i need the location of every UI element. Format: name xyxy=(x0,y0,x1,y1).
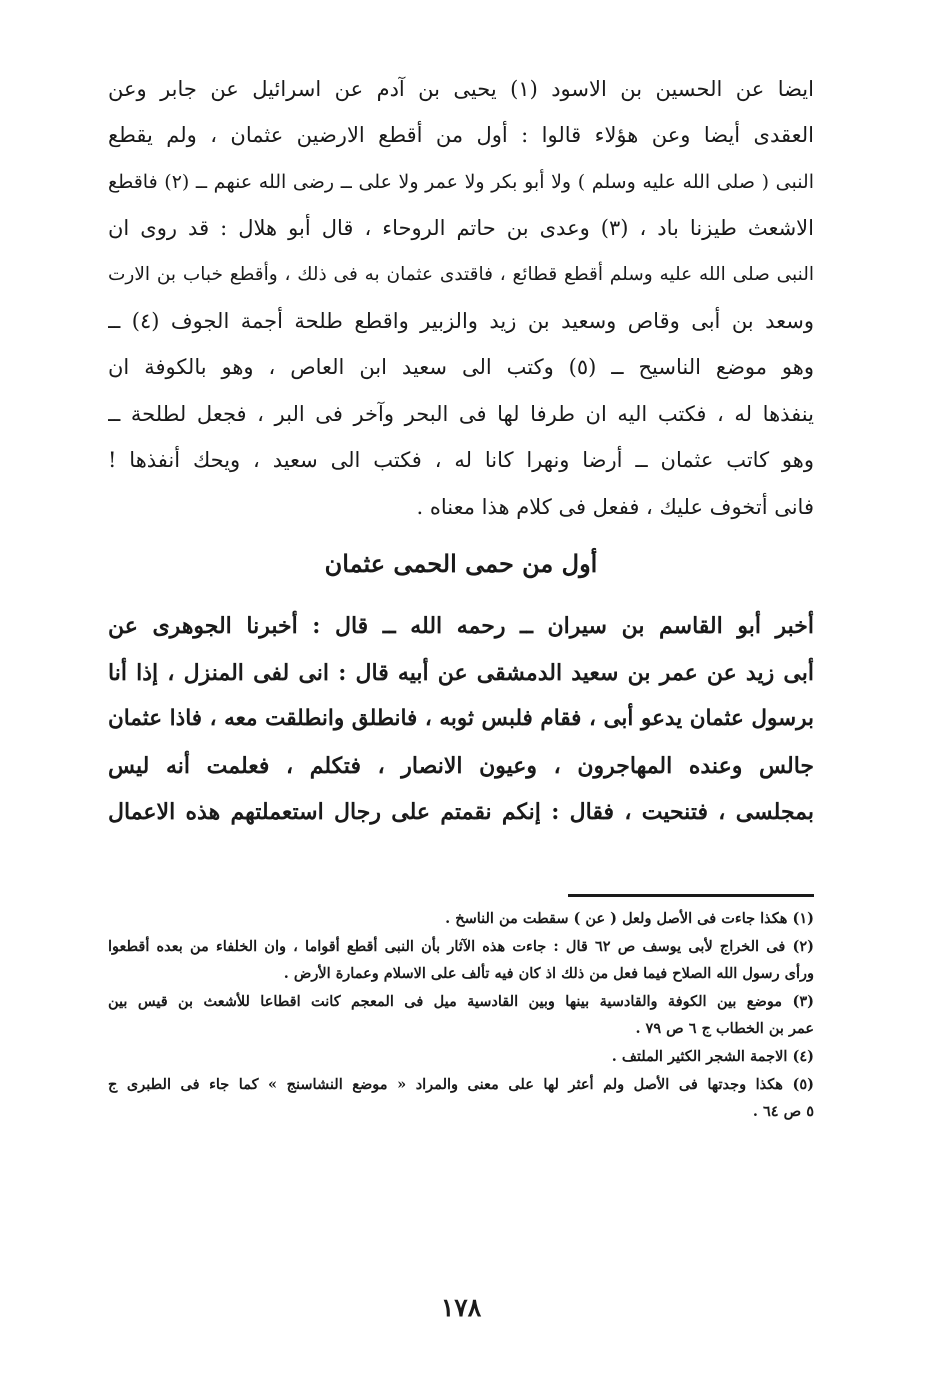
paragraph-line: ايضا عن الحسين بن الاسود (١) يحيى بن آدم عن اسرائيل عن جابر وعن xyxy=(108,77,814,101)
paragraph-line: النبى صلى الله عليه وسلم أقطع قطائع ، فاقتدى عثمان به فى ذلك ، وأقطع خباب بن الارت xyxy=(108,263,814,285)
paragraph-line: العقدى أيضا وعن هؤلاء قالوا : أول من أقطع الارضين عثمان ، ولم يقطع xyxy=(108,123,814,148)
paragraph-line: وهو كاتب عثمان ــ أرضا ونهرا كانا له ، فكتب الى سعيد ، ويحك أنفذها ! xyxy=(108,448,814,473)
paragraph-line: بمجلسى ، فتنحيت ، فقال : إنكم نقمتم على رجال استعملتهم هذه الاعمال xyxy=(108,799,814,825)
footnote-4: (٤) الاجمة الشجر الكثير الملتف . xyxy=(611,1047,814,1065)
paragraph-line: ينفذها له ، فكتب اليه ان طرفا لها فى البحر وآخر فى البر ، فجعل لطلحة ــ xyxy=(108,401,814,426)
paragraph-line: برسول عثمان يدعو أبى ، فقام فلبس ثوبه ، فانطلق وانطلقت معه ، فاذا عثمان xyxy=(108,706,814,731)
paragraph-line: جالس وعنده المهاجرون ، وعيون الانصار ، فتكلم ، فعلمت أنه ليس xyxy=(108,752,814,779)
page-number: ١٧٨ xyxy=(440,1293,482,1322)
footnote-5: (٥) هكذا وجدتها فى الأصل ولم أعثر لها على معنى والمراد « موضع النشاسنج » كما جاء فى الطبرى ج xyxy=(108,1075,814,1093)
footnote-1: (١) هكذا جاءت فى الأصل ولعل ( عن ) سقطت من الناسخ . xyxy=(445,910,814,927)
footnotes xyxy=(108,905,814,1126)
footnote-3: (٣) موضع بين الكوفة والقادسية بينها وبين القادسية ميل فى المعجم كانت اقطاعا للأشعث بن قيس بين xyxy=(108,992,814,1010)
paragraph-line: النبى ( صلى الله عليه وسلم ) ولا أبو بكر ولا عمر ولا على ــ رضى الله عنهم ــ (٢) فاقطع xyxy=(108,170,814,193)
paragraph-line: أبى زيد عن عمر بن سعيد الدمشقى عن أبيه قال : انى لفى المنزل ، إذا أنا xyxy=(108,659,814,686)
paragraph-line: أخبر أبو القاسم بن سيران ــ رحمه الله ــ قال : أخبرنا الجوهرى عن xyxy=(108,613,814,639)
footnote-2-continuation: ورأى رسول الله الصلاح فيما فعل من ذلك اذ كان فيه تألف على الاسلام وعمارة الأرض . xyxy=(283,965,814,983)
paragraph-line: الاشعث طيزنا باد ، (٣) وعدى بن حاتم الروحاء ، قال أبو هلال : قد روى ان xyxy=(108,216,814,241)
paragraph-line: وسعد بن أبى وقاص وسعيد بن زيد والزبير واقطع طلحة أجمة الجوف (٤) ــ xyxy=(108,309,814,334)
footnote-2: (٢) فى الخراج لأبى يوسف ص ٦٢ قال : جاءت هذه الآثار بأن النبى أقطع أقواما ، وان الخلفاء من بعده أقطعوا xyxy=(108,937,814,955)
body-paragraph-1 xyxy=(108,66,814,530)
body-paragraph-2 xyxy=(108,603,814,836)
paragraph-line: وهو موضع الناسيح ــ (٥) وكتب الى سعيد ابن العاص ، وهو بالكوفة ان xyxy=(108,355,814,380)
footnote-3-continuation: عمر بن الخطاب ج ٦ ص ٧٩ . xyxy=(635,1020,814,1038)
section-heading: أول من حمى الحمى عثمان xyxy=(324,549,598,578)
footnote-5-continuation: ٥ ص ٦٤ . xyxy=(752,1103,814,1121)
footnote-separator xyxy=(568,894,814,897)
paragraph-line: فانى أتخوف عليك ، ففعل فى كلام هذا معناه . xyxy=(416,494,814,519)
